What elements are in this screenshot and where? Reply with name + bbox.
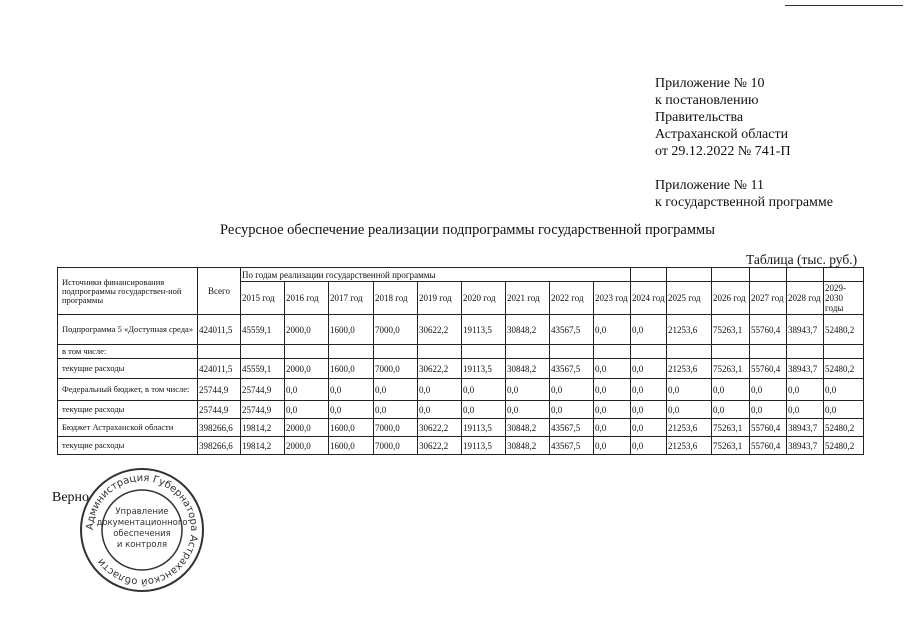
value-cell: 21253,6 <box>667 437 712 455</box>
year-header-cell: 2017 год <box>329 282 374 315</box>
value-cell: 52480,2 <box>824 359 864 379</box>
value-cell: 0,0 <box>285 401 329 419</box>
header-empty-cell <box>667 268 712 282</box>
value-cell: 0,0 <box>506 379 550 401</box>
value-cell: 0,0 <box>462 379 506 401</box>
value-cell: 38943,7 <box>787 359 824 379</box>
value-cell: 52480,2 <box>824 419 864 437</box>
stamp-center-line: Управление <box>115 507 169 517</box>
value-cell: 0,0 <box>418 401 462 419</box>
value-cell: 0,0 <box>594 379 631 401</box>
value-cell: 38943,7 <box>787 437 824 455</box>
year-header-cell: 2027 год <box>750 282 787 315</box>
year-header-cell: 2026 год <box>712 282 750 315</box>
value-cell <box>462 345 506 359</box>
year-header-cell: 2024 год <box>631 282 667 315</box>
value-cell <box>241 345 285 359</box>
year-header-cell: 2015 год <box>241 282 285 315</box>
value-cell: 52480,2 <box>824 437 864 455</box>
value-cell <box>824 345 864 359</box>
value-cell: 0,0 <box>594 437 631 455</box>
value-cell: 0,0 <box>550 401 594 419</box>
value-cell: 45559,1 <box>241 315 285 345</box>
table-row <box>58 379 864 401</box>
value-cell <box>550 345 594 359</box>
value-cell: 0,0 <box>462 401 506 419</box>
value-cell: 398266,6 <box>198 419 241 437</box>
value-cell: 55760,4 <box>750 437 787 455</box>
value-cell: 424011,5 <box>198 315 241 345</box>
value-cell: 0,0 <box>329 401 374 419</box>
value-cell: 0,0 <box>374 401 418 419</box>
appendix-block-10 <box>655 75 791 160</box>
appendix-line: к постановлению <box>655 93 759 108</box>
value-cell: 19113,5 <box>462 419 506 437</box>
year-header-cell: 2023 год <box>594 282 631 315</box>
value-cell: 7000,0 <box>374 419 418 437</box>
value-cell: 2000,0 <box>285 437 329 455</box>
value-cell: 0,0 <box>824 379 864 401</box>
value-cell: 30848,2 <box>506 315 550 345</box>
value-cell: 0,0 <box>329 379 374 401</box>
appendix-line: к государственной программе <box>655 195 833 210</box>
stamp-center-line: обеспечения <box>113 529 171 539</box>
value-cell: 0,0 <box>631 315 667 345</box>
appendix-block-11 <box>655 177 833 211</box>
value-cell: 55760,4 <box>750 315 787 345</box>
value-cell: 0,0 <box>787 379 824 401</box>
stamp-center-line: и контроля <box>116 540 168 550</box>
value-cell <box>374 345 418 359</box>
value-cell: 0,0 <box>787 401 824 419</box>
row-label: текущие расходы <box>58 401 198 419</box>
header-empty-cell <box>787 268 824 282</box>
value-cell <box>198 345 241 359</box>
value-cell <box>667 345 712 359</box>
value-cell: 19113,5 <box>462 359 506 379</box>
value-cell <box>418 345 462 359</box>
row-label: Федеральный бюджет, в том числе: <box>58 379 198 401</box>
year-header-cell: 2019 год <box>418 282 462 315</box>
value-cell: 0,0 <box>594 315 631 345</box>
value-cell: 7000,0 <box>374 359 418 379</box>
value-cell: 43567,5 <box>550 419 594 437</box>
value-cell <box>750 345 787 359</box>
value-cell: 0,0 <box>418 379 462 401</box>
header-total: Всего <box>198 268 241 315</box>
value-cell: 38943,7 <box>787 315 824 345</box>
value-cell: 30848,2 <box>506 437 550 455</box>
value-cell: 30848,2 <box>506 419 550 437</box>
value-cell: 0,0 <box>506 401 550 419</box>
official-stamp <box>78 466 206 594</box>
table-row <box>58 401 864 419</box>
year-header-cell: 2016 год <box>285 282 329 315</box>
value-cell: 43567,5 <box>550 315 594 345</box>
value-cell: 0,0 <box>631 437 667 455</box>
header-empty-cell <box>712 268 750 282</box>
value-cell: 43567,5 <box>550 359 594 379</box>
year-header-cell: 2022 год <box>550 282 594 315</box>
value-cell: 0,0 <box>750 401 787 419</box>
value-cell: 30622,2 <box>418 437 462 455</box>
value-cell: 19113,5 <box>462 437 506 455</box>
value-cell: 55760,4 <box>750 419 787 437</box>
resource-table <box>57 267 864 455</box>
appendix-line: Приложение № 10 <box>655 76 765 91</box>
value-cell: 424011,5 <box>198 359 241 379</box>
table-caption: Таблица (тыс. руб.) <box>746 252 858 267</box>
value-cell <box>594 345 631 359</box>
value-cell: 25744,9 <box>241 379 285 401</box>
header-source: Источники финансирования подпрограммы государствен-ной программы <box>58 268 198 315</box>
table-row <box>58 345 864 359</box>
value-cell: 1600,0 <box>329 359 374 379</box>
row-label: текущие расходы <box>58 359 198 379</box>
value-cell: 19113,5 <box>462 315 506 345</box>
appendix-line: от 29.12.2022 № 741-П <box>655 144 791 159</box>
value-cell: 75263,1 <box>712 359 750 379</box>
value-cell: 25744,9 <box>241 401 285 419</box>
row-label: Бюджет Астраханской области <box>58 419 198 437</box>
value-cell <box>285 345 329 359</box>
year-header-cell: 2028 год <box>787 282 824 315</box>
value-cell: 0,0 <box>712 401 750 419</box>
stamp-center-line: документационного <box>96 518 188 528</box>
value-cell: 38943,7 <box>787 419 824 437</box>
value-cell: 55760,4 <box>750 359 787 379</box>
header-empty-cell <box>750 268 787 282</box>
value-cell: 0,0 <box>594 401 631 419</box>
value-cell: 2000,0 <box>285 419 329 437</box>
table-row <box>58 315 864 345</box>
value-cell: 0,0 <box>667 401 712 419</box>
stamp-center-text <box>96 507 187 550</box>
value-cell: 2000,0 <box>285 359 329 379</box>
stamp-ring-text: Администрация Губернатора Астраханской области <box>84 472 200 588</box>
value-cell: 0,0 <box>631 379 667 401</box>
value-cell: 30622,2 <box>418 359 462 379</box>
table-row <box>58 437 864 455</box>
value-cell: 21253,6 <box>667 315 712 345</box>
value-cell: 75263,1 <box>712 437 750 455</box>
value-cell: 1600,0 <box>329 419 374 437</box>
header-empty-cell <box>824 268 864 282</box>
certification-label: Верно <box>52 490 90 505</box>
value-cell: 75263,1 <box>712 419 750 437</box>
top-rule <box>785 5 903 6</box>
value-cell: 43567,5 <box>550 437 594 455</box>
value-cell: 0,0 <box>631 419 667 437</box>
value-cell: 45559,1 <box>241 359 285 379</box>
value-cell: 30622,2 <box>418 315 462 345</box>
value-cell: 1600,0 <box>329 437 374 455</box>
year-header-cell: 2018 год <box>374 282 418 315</box>
row-label: в том числе: <box>58 345 198 359</box>
value-cell <box>329 345 374 359</box>
value-cell: 75263,1 <box>712 315 750 345</box>
year-header-cell: 2029-2030 годы <box>824 282 864 315</box>
value-cell: 19814,2 <box>241 419 285 437</box>
value-cell: 398266,6 <box>198 437 241 455</box>
appendix-line: Правительства <box>655 110 744 125</box>
value-cell: 0,0 <box>667 379 712 401</box>
year-header-cell: 2021 год <box>506 282 550 315</box>
value-cell: 30622,2 <box>418 419 462 437</box>
value-cell: 52480,2 <box>824 315 864 345</box>
value-cell: 0,0 <box>750 379 787 401</box>
value-cell: 0,0 <box>824 401 864 419</box>
value-cell: 0,0 <box>285 379 329 401</box>
document-title: Ресурсное обеспечение реализации подпрограммы государственной программы <box>220 222 715 238</box>
appendix-line: Астраханской области <box>655 127 789 142</box>
header-by-years: По годам реализации государственной программы <box>241 268 631 282</box>
appendix-line: Приложение № 11 <box>655 178 764 193</box>
value-cell: 0,0 <box>712 379 750 401</box>
row-label: Подпрограмма 5 «Доступная среда» <box>58 315 198 345</box>
value-cell: 7000,0 <box>374 315 418 345</box>
value-cell: 0,0 <box>374 379 418 401</box>
value-cell <box>506 345 550 359</box>
value-cell <box>631 345 667 359</box>
table-row <box>58 359 864 379</box>
value-cell: 0,0 <box>594 419 631 437</box>
value-cell: 21253,6 <box>667 359 712 379</box>
value-cell: 19814,2 <box>241 437 285 455</box>
value-cell: 25744,9 <box>198 379 241 401</box>
row-label: текущие расходы <box>58 437 198 455</box>
value-cell: 0,0 <box>594 359 631 379</box>
value-cell: 0,0 <box>631 401 667 419</box>
header-empty-cell <box>631 268 667 282</box>
year-header-cell: 2025 год <box>667 282 712 315</box>
value-cell <box>787 345 824 359</box>
value-cell: 21253,6 <box>667 419 712 437</box>
table-row <box>58 419 864 437</box>
value-cell: 1600,0 <box>329 315 374 345</box>
value-cell: 0,0 <box>550 379 594 401</box>
value-cell: 7000,0 <box>374 437 418 455</box>
value-cell: 0,0 <box>631 359 667 379</box>
year-header-cell: 2020 год <box>462 282 506 315</box>
value-cell <box>712 345 750 359</box>
value-cell: 25744,9 <box>198 401 241 419</box>
value-cell: 2000,0 <box>285 315 329 345</box>
value-cell: 30848,2 <box>506 359 550 379</box>
